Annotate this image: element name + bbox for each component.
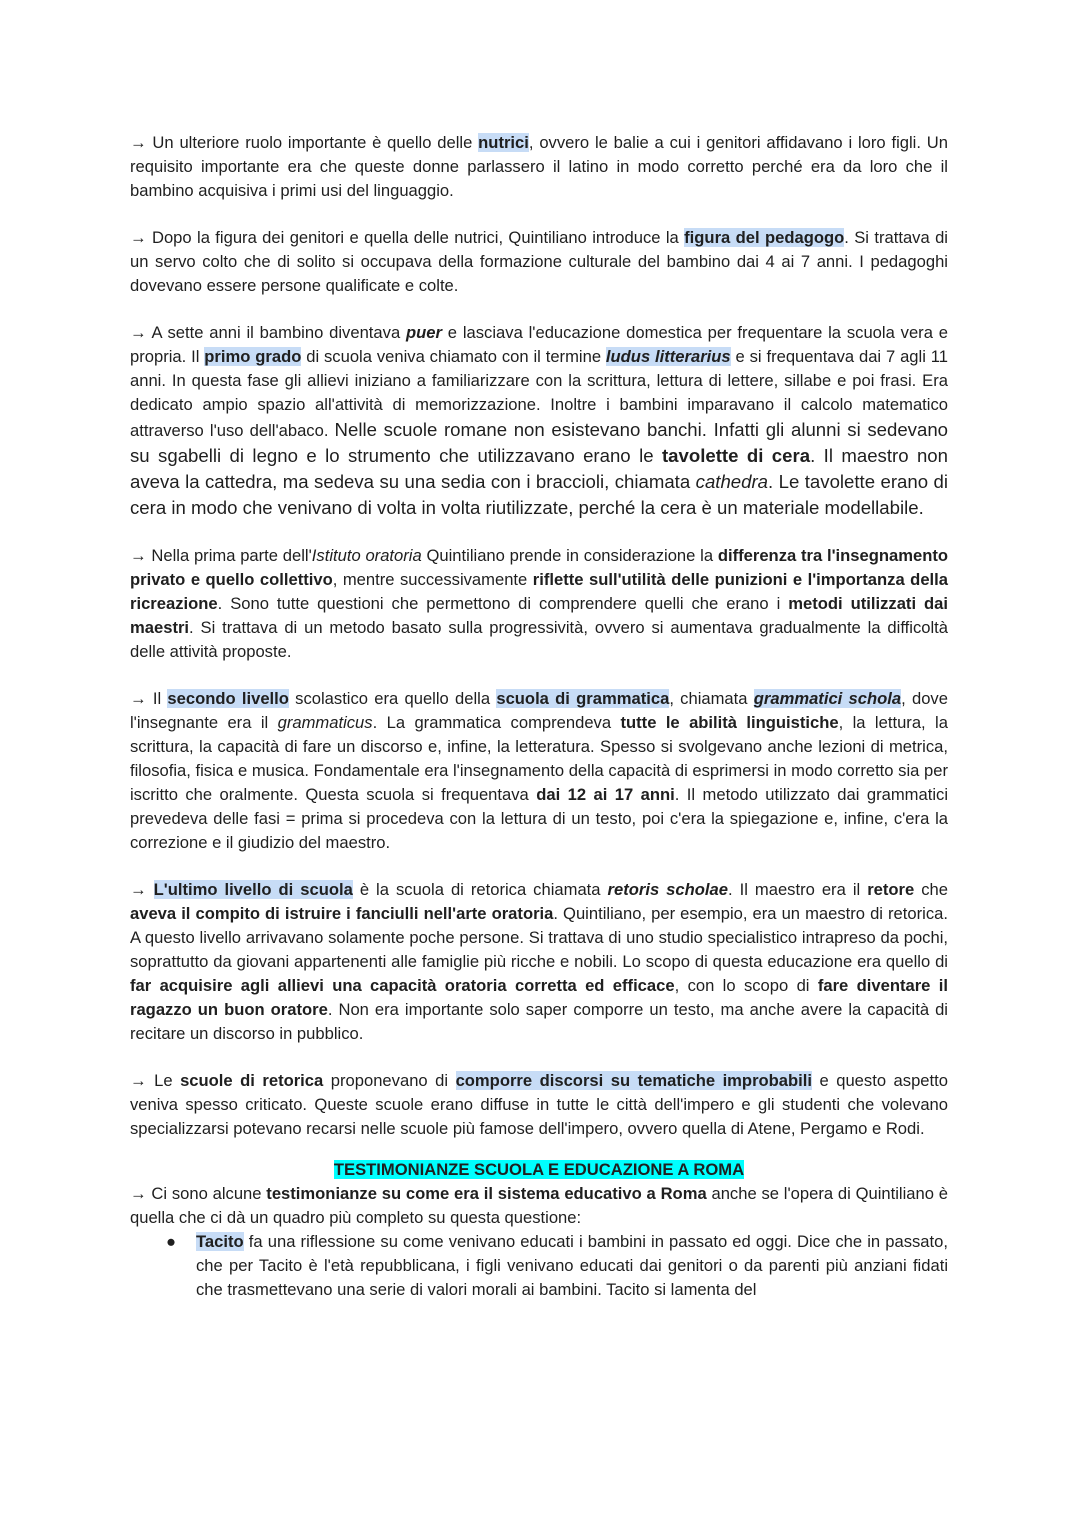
arrow-icon: → [130, 546, 147, 565]
highlight-primo-grado: primo grado [204, 347, 302, 366]
bold-tavolette: tavolette di cera [661, 445, 811, 466]
highlight-pedagogo: figura del pedagogo [684, 228, 845, 247]
emph-puer: puer [406, 323, 442, 342]
arrow-icon: → [130, 689, 147, 708]
bullet-icon: ● [166, 1232, 177, 1251]
arrow-icon: → [130, 323, 147, 342]
paragraph-scuole-retorica: → Le scuole di retorica proponevano di comporre discorsi su tematiche improbabili e questo aspetto veniva spesso criticato. Queste scuole erano diffuse in tutte le città dell'impero e gli studenti che volevano specializzarsi potevano recarsi nelle scuole più famose dell'impero, ovvero quella di Atene, Pergamo e Rodi. [130, 1071, 948, 1138]
highlight-nutrici: nutrici [478, 133, 529, 152]
paragraph-metodi: → Nella prima parte dell'Istituto oratoria Quintiliano prende in considerazione la differenza tra l'insegnamento privato e quello collettivo, mentre successivamente riflette sull'utilità delle punizioni e l'importanza della ricreazione. Sono tutte questioni che permettono di comprendere quelli che erano i metodi utilizzati dai maestri. Si trattava di un metodo basato sulla progressività, ovvero si aumentava gradualmente la difficoltà delle attività proposte. [130, 546, 949, 661]
paragraph-nutrici: → Un ulteriore ruolo importante è quello delle nutrici, ovvero le balie a cui i genitori affidavano i loro figli. Un requisito importante era che queste donne parlassero il latino in modo corretto perché era da loro che il bambino acquisiva i primi usi del linguaggio. [130, 133, 948, 200]
paragraph-testimonianze: → Ci sono alcune testimonianze su come era il sistema educativo a Roma anche se l'opera di Quintiliano è quella che ci dà un quadro più completo su questa questione: [130, 1184, 948, 1227]
paragraph-retorica: → L'ultimo livello di scuola è la scuola di retorica chiamata retoris scholae. Il maestro era il retore che aveva il compito di istruire i fanciulli nell'arte oratoria. Quintiliano, per esempio, era un maestro di retorica. A questo livello arrivavano solamente poche persone. Si trattava di uno studio specialistico intrapreso da pochi, soprattutto da giovani appartenenti alle famiglie più ricche e nobili. Lo scopo di questa educazione era quello di far acquisire agli allievi una capacità oratoria corretta ed efficace, con lo scopo di fare diventare il ragazzo un buon oratore. Non era importante solo saper comporre un testo, ma anche avere la capacità di recitare un discorso in pubblico. [130, 880, 949, 1043]
arrow-icon: → [130, 880, 147, 899]
section-title: TESTIMONIANZE SCUOLA E EDUCAZIONE A ROMA [333, 1160, 745, 1179]
arrow-icon: → [130, 228, 147, 247]
arrow-icon: → [130, 133, 147, 152]
highlight-ludus-litterarius: ludus litterarius [605, 347, 731, 366]
paragraph-pedagogo: → Dopo la figura dei genitori e quella delle nutrici, Quintiliano introduce la figura del pedagogo. Si trattava di un servo colto che di solito si occupava della formazione culturale del bambino dai 4 ai 7 anni. I pedagoghi dovevano essere persone qualificate e colte. [130, 228, 948, 295]
paragraph-grammatica: → Il secondo livello scolastico era quello della scuola di grammatica, chiamata grammatici schola, dove l'insegnante era il grammaticus. La grammatica comprendeva tutte le abilità linguistiche, la lettura, la scrittura, la capacità di fare un discorso e, infine, la letteratura. Spesso si svolgevano anche lezioni di metrica, filosofia, fisica e musica. Fondamentale era l'insegnamento della capacità di esprimersi in modo corretto sia per iscritto che oralmente. Questa scuola si frequentava dai 12 ai 17 anni. Il metodo utilizzato dai grammatici prevedeva delle fasi = prima si procedeva con la lettura di un testo, poi c'era la spiegazione e, infine, c'era la correzione e il giudizio del maestro. [130, 689, 949, 852]
paragraph-ludus: → A sette anni il bambino diventava puer e lasciava l'educazione domestica per frequentare la scuola vera e propria. Il primo grado di scuola veniva chiamato con il termine ludus litterarius e si frequentava dai 7 agli 11 anni. In questa fase gli allievi iniziano a familiarizzare con la scrittura, lettura di lettere, sillabe e poi frasi. Era dedicato ampio spazio all'attività di memorizzazione. Inoltre i bambini imparavano il calcolo matematico attraverso l'uso dell'abaco. Nelle scuole romane non esistevano banchi. Infatti gli alunni si sedevano su sgabelli di legno e lo strumento che utilizzavano erano le tavolette di cera. Il maestro non aveva la cattedra, ma sedeva su una sedia con i braccioli, chiamata cathedra. Le tavolette erano di cera in modo che venivano di volta in volta riutilizzate, perché la cera è un materiale modellabile. [130, 323, 949, 518]
arrow-icon: → [130, 1184, 147, 1203]
document-body [130, 131, 948, 1302]
bullet-list [130, 1230, 948, 1302]
list-item: ● Tacito fa una riflessione su come venivano educati i bambini in passato ed oggi. Dice che in passato, che per Tacito è l'età repubblicana, i figli venivano educati dai genitori o da parenti più anziani fidati che trasmettevano una serie di valori morali ai bambini. Tacito si lamenta del [166, 1232, 948, 1299]
emph-cathedra: cathedra [695, 471, 769, 492]
arrow-icon: → [130, 1071, 147, 1090]
emph-istituto: Istituto oratoria [311, 546, 422, 565]
